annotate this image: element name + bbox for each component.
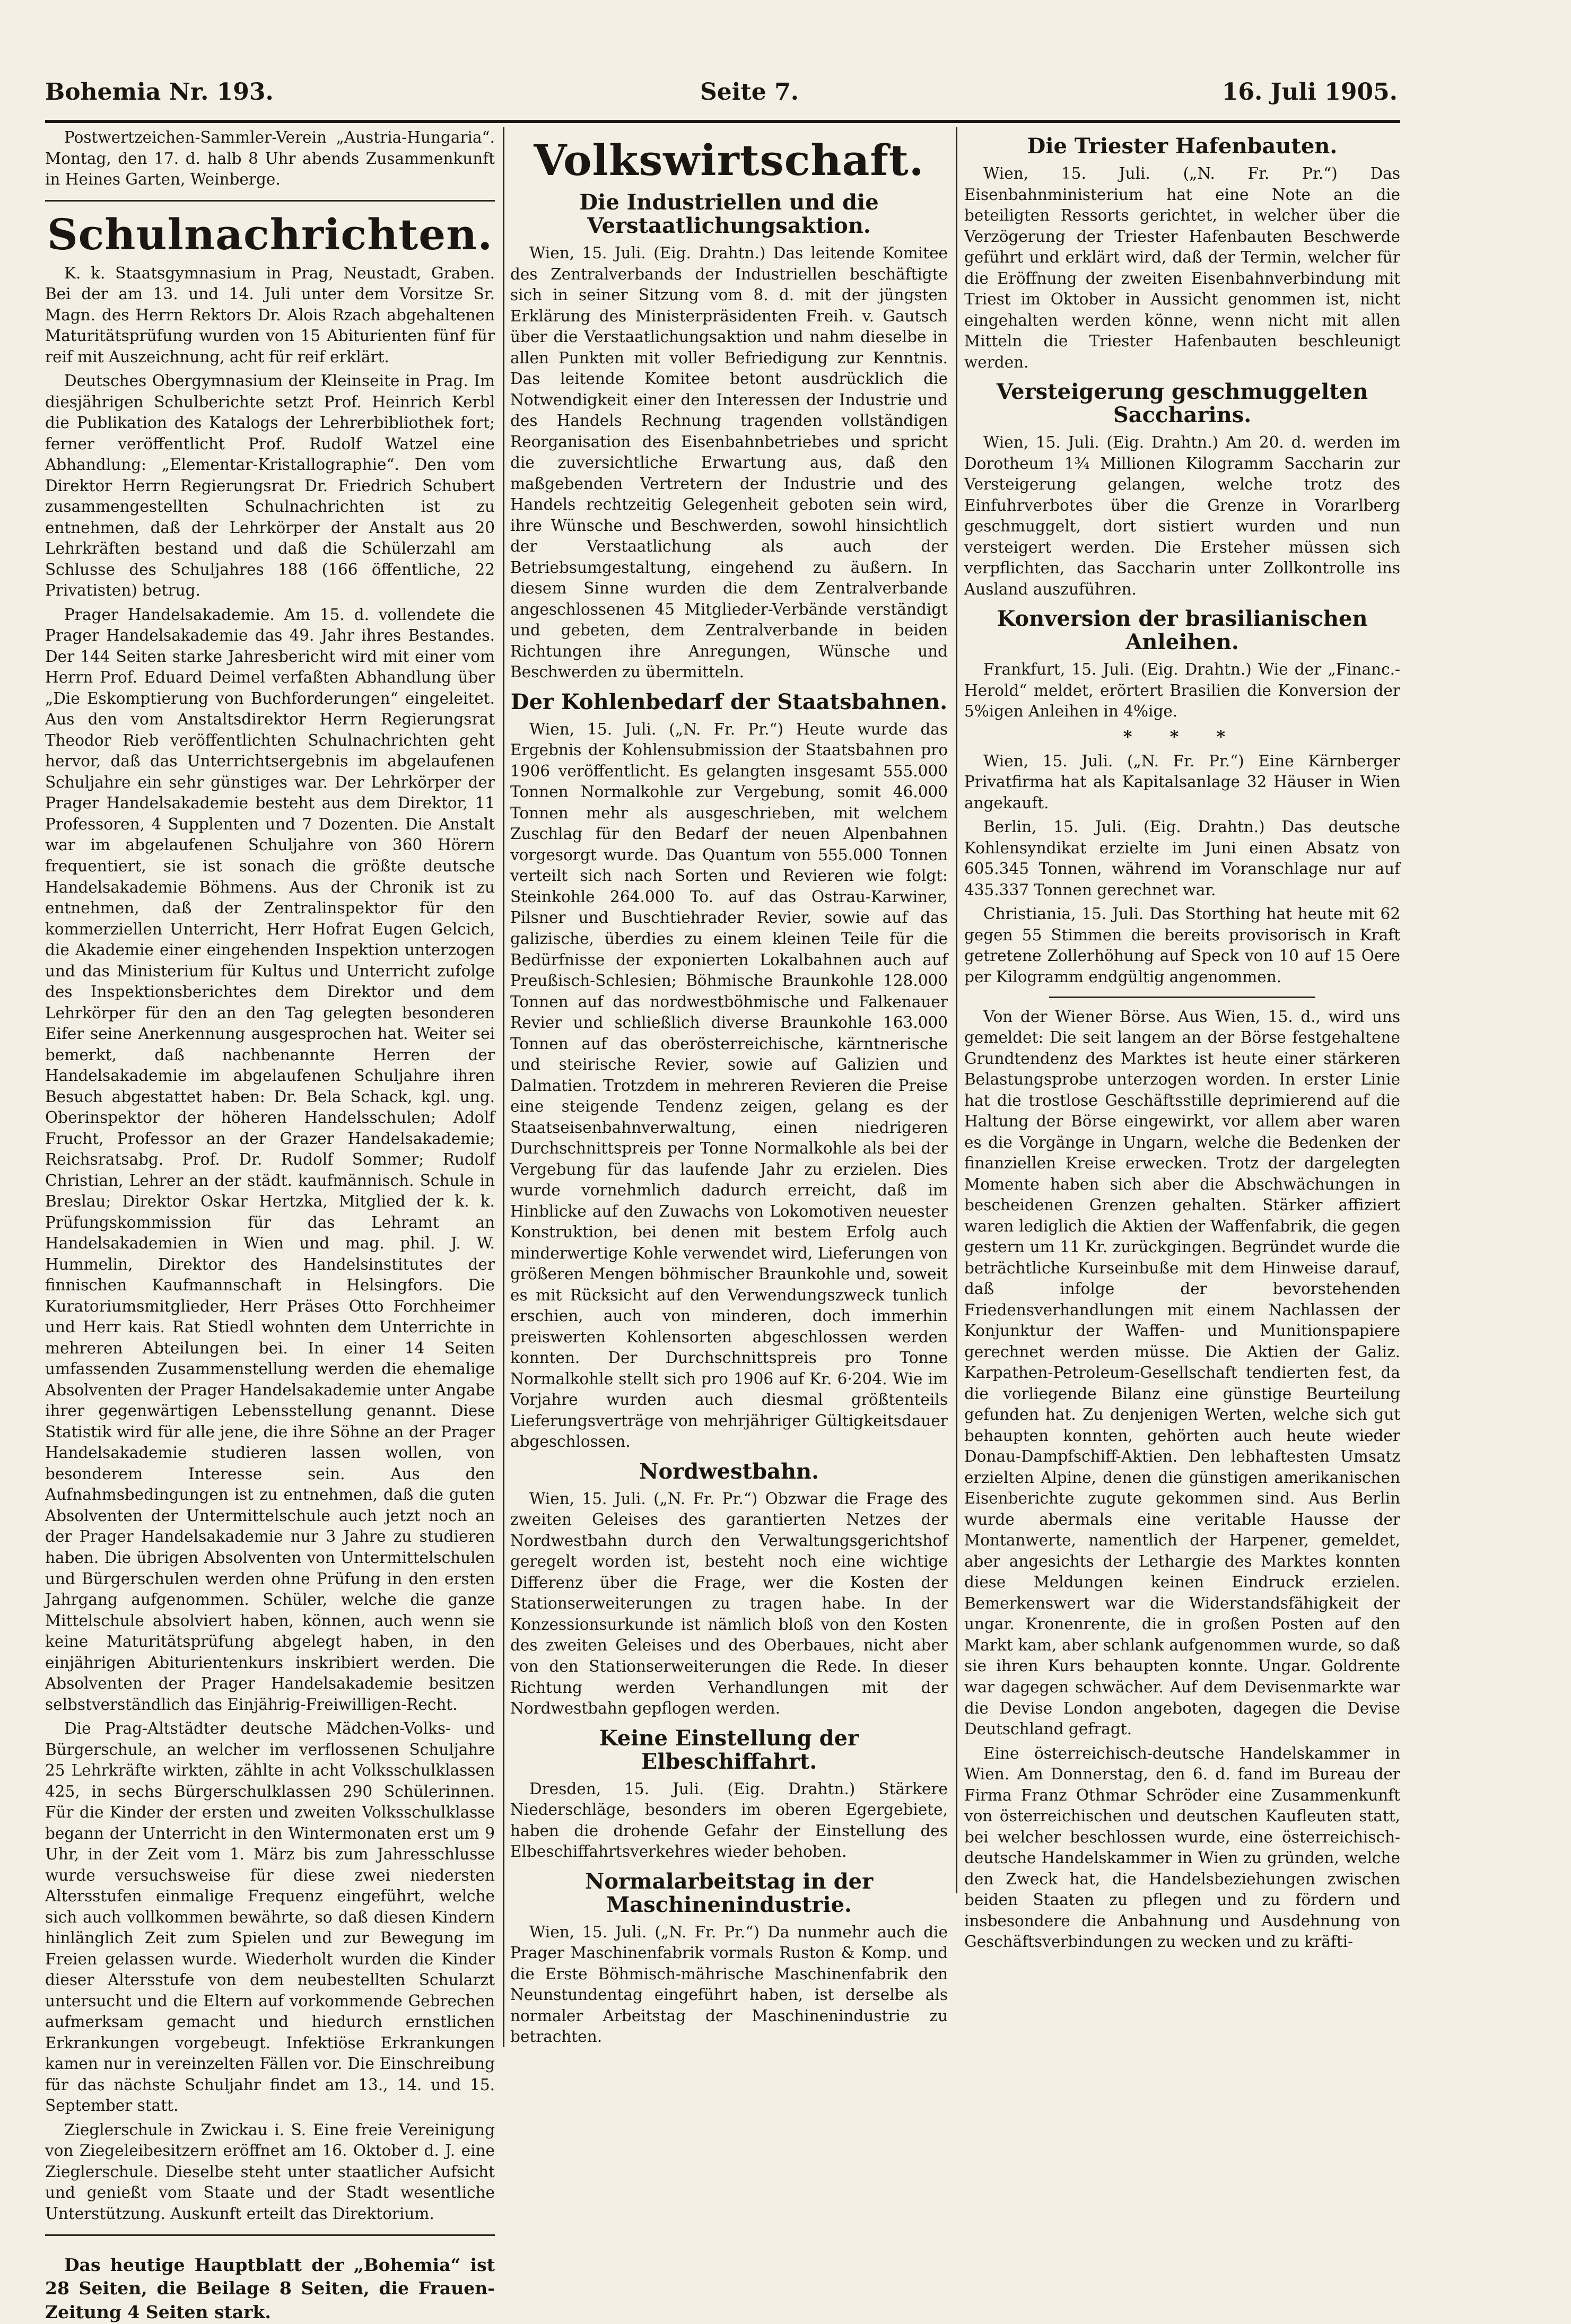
headline-kohlenbedarf: Der Kohlenbedarf der Staatsbahnen. (510, 691, 948, 714)
headline-elbeschiffahrt: Keine Einstellung der Elbeschiffahrt. (510, 1727, 948, 1773)
column-2 (510, 127, 948, 2037)
headline-industrielle: Die Industriellen und die Verstaatlichungsaktion. (510, 191, 948, 238)
article-kohlensyndikat: Berlin, 15. Juli. (Eig. Drahtn.) Das deutsche Kohlensyndikat erzielte im Juni einen Absatz von 605.345 Tonnen, während im Voranschlage nur auf 435.337 Tonnen gerechnet war. (964, 817, 1400, 901)
column-1 (45, 127, 495, 2047)
page-number: Seite 7. (700, 78, 799, 106)
article-storthing: Christiania, 15. Juli. Das Storthing hat heute mit 62 gegen 55 Stimmen die bereits provisorisch in Kraft getretene Zollerhöhung auf Speck von 10 auf 15 Oere per Kilogramm endgültig angenommen. (964, 904, 1400, 988)
article-konversion: Frankfurt, 15. Juli. (Eig. Drahtn.) Wie der „Financ.-Herold“ meldet, erörtert Brasilien die Konversion der 5%igen Anleihen in 4%ige. (964, 659, 1400, 722)
headline-triester-hafen: Die Triester Hafenbauten. (964, 135, 1400, 158)
article-handelskammer: Eine österreichisch-deutsche Handelskammer in Wien. Am Donnerstag, den 6. d. fand im Bureau der Firma Franz Othmar Schröder eine Zusammenkunft von österreichischen und deutschen Kaufleuten statt, bei welcher beschlossen wurde, eine österreichisch-deutsche Handelskammer in Wien zu gründen, welche den Zweck hat, die Handelsbeziehungen zwischen beiden Staaten zu pflegen und zu fördern und insbesondere die Anbahnung und Ausdehnung von Geschäftsverbindungen zu wecken und zu kräfti- (964, 1743, 1400, 1953)
separator (45, 2234, 495, 2236)
masthead-issue: Bohemia Nr. 193. (45, 78, 274, 106)
column-3 (964, 127, 1400, 2037)
article-saccharin: Wien, 15. Juli. (Eig. Drahtn.) Am 20. d. werden im Dorotheum 1¾ Millionen Kilogramm Saccharin zur Versteigerung gelangen, welche trotz des Einfuhrverbotes über die Grenze in Vorarlberg geschmuggelt, dort sistiert wurden und nun versteigert werden. Die Ersteher müssen sich verpflichten, das Saccharin unter Zollkontrolle ins Ausland auszuführen. (964, 432, 1400, 600)
edition-note: Das heutige Hauptblatt der „Bohemia“ ist 28 Seiten, die Beilage 8 Seiten, die Frauen-Zeitung 4 Seiten stark. (45, 2253, 495, 2324)
article-triester-hafen: Wien, 15. Juli. („N. Fr. Pr.“) Das Eisenbahnministerium hat eine Note an die beteiligten Ressorts gerichtet, in welcher über die Verzögerung der Triester Hafenbauten Beschwerde geführt und erklärt wird, daß der Termin, welcher für die Eröffnung der zweiten Eisenbahnverbindung mit Triest im Oktober in Aussicht genommen ist, nicht eingehalten werden könne, wenn nicht mit allen Mitteln die Triester Hafenbauten beschleunigt werden. (964, 163, 1400, 373)
article-elbeschiffahrt: Dresden, 15. Juli. (Eig. Drahtn.) Stärkere Niederschläge, besonders im oberen Egergebiete, haben die drohende Gefahr der Einstellung des Elbeschiffahrtsverkehres wieder behoben. (510, 1779, 948, 1863)
issue-date: 16. Juli 1905. (1222, 78, 1398, 106)
headline-konversion: Konversion der brasilianischen Anleihen. (964, 607, 1400, 654)
article-nordwestbahn: Wien, 15. Juli. („N. Fr. Pr.“) Obzwar die Frage des zweiten Geleises des garantierten Netzes der Nordwestbahn durch den Verwaltungsgerichtshof geregelt worden ist, besteht noch eine wichtige Differenz über die Frage, wer die Kosten der Stationserweiterungen zu tragen habe. In der Konzessionsurkunde ist nämlich bloß von den Kosten des zweiten Geleises und des Oberbaues, nicht aber von den Stationserweiterungen die Rede. In dieser Richtung werden Verhandlungen mit der Nordwestbahn gepflogen werden. (510, 1489, 948, 1719)
separator (1049, 997, 1315, 998)
article-staatsgymnasium: K. k. Staatsgymnasium in Prag, Neustadt, Graben. Bei der am 13. und 14. Juli unter dem Vorsitze Sr. Magn. des Herrn Rektors Dr. Alois Rzach abgehaltenen Maturitätsprüfung wurden von 15 Abiturienten fünf für reif mit Auszeichnung, acht für reif erklärt. (45, 263, 495, 368)
page-header (45, 78, 1398, 116)
asterism: * * * (964, 727, 1400, 747)
article-obergymnasium: Deutsches Obergymnasium der Kleinseite in Prag. Im diesjährigen Schulberichte setzt Prof. Heinrich Kerbl die Publikation des Katalogs der Lehrerbibliothek fort; ferner veröffentlicht Prof. Rudolf Watzel eine Abhandlung: „Elementar-Kristallographie“. Den vom Direktor Herrn Regierungsrat Dr. Friedrich Schubert zusammengestellten Schulnachrichten ist zu entnehmen, daß der Lehrkörper der Anstalt aus 20 Lehrkräften bestand und daß die Schülerzahl am Schlusse des Schuljahres 188 (166 öffentliche, 22 Privatisten) betrug. (45, 371, 495, 601)
article-industrielle: Wien, 15. Juli. (Eig. Drahtn.) Das leitende Komitee des Zentralverbands der Industriellen beschäftigte sich in seiner Sitzung vom 8. d. mit der jüngsten Erklärung des Ministerpräsidenten Freih. v. Gautsch über die Verstaatlichungsaktion und nahm dieselbe in allen Punkten mit voller Befriedigung zur Kenntnis. Das leitende Komitee betont ausdrücklich die Notwendigkeit einer den Interessen der Industrie und des Handels Rechnung tragenden vollständigen Reorganisation des Eisenbahnbetriebes und spricht die zuversichtliche Erwartung aus, daß den maßgebenden Vertretern der Industrie und des Handels rechtzeitig Gelegenheit geboten sein wird, ihre Wünsche und Beschwerden, sowohl hinsichtlich der Verstaatlichung als auch der Betriebsumgestaltung, eingehend zu äußern. In diesem Sinne wurden die dem Zentralverbande angeschlossenen 45 Mitglieder-Verbände verständigt und gebeten, dem Zentralverbande in beiden Richtungen ihre Anregungen, Wünsche und Beschwerden zu übermitteln. (510, 243, 948, 683)
article-zieglerschule: Zieglerschule in Zwickau i. S. Eine freie Vereinigung von Ziegeleibesitzern eröffnet am 16. Oktober d. J. eine Zieglerschule. Dieselbe steht unter staatlicher Aufsicht und genießt vom Staate und der Stadt wesentliche Unterstützung. Auskunft erteilt das Direktorium. (45, 2120, 495, 2225)
column-rule-2 (956, 127, 957, 1893)
article-wiener-boerse: Von der Wiener Börse. Aus Wien, 15. d., wird uns gemeldet: Die seit langem an der Börse festgehaltene Grundtendenz des Marktes ist heute einer stärkeren Belastungsprobe unterzogen worden. In erster Linie hat die trostlose Geschäftsstille deprimierend auf die Haltung der Börse eingewirkt, vor allem aber waren es die Vorgänge in Ungarn, welche die Bedenken der finanziellen Kreise erwecken. Trotz der dargelegten Momente haben sich aber die Abschwächungen in bescheidenen Grenzen gehalten. Stärker affiziert waren lediglich die Aktien der Waffenfabrik, die gegen gestern um 11 Kr. zurückgingen. Begründet wurde die beträchtliche Kurseinbuße mit dem Hinweise darauf, daß infolge der bevorstehenden Friedensverhandlungen mit einem Nachlassen der Konjunktur der Waffen- und Munitionspapiere gerechnet werden müsse. Die Aktien der Galiz. Karpathen-Petroleum-Gesellschaft tendierten fest, da die vorliegende Bilanz eine günstige Beurteilung gefunden hat. Zu denjenigen Werten, welche sich gut behaupten konnten, gehörten auch heute wieder Donau-Dampfschiff-Aktien. Den lebhaftesten Umsatz erzielten Alpine, denen die günstigen amerikanischen Eisenberichte zugute gekommen sind. Aus Berlin wurde abermals eine veritable Hausse der Montanwerte, namentlich der Harpener, gemeldet, aber angesichts der Lethargie des Marktes konnten diese Meldungen keinen Eindruck erzielen. Bemerkenswert war die Widerstandsfähigkeit der ungar. Kronenrente, die in großen Posten auf den Markt kam, aber schlank aufgenommen wurde, so daß sie ihren Kurs behaupten konnte. Ungar. Goldrente war dagegen schwächer. Auf dem Devisenmarkte war die Devise London angeboten, dagegen die Devise Deutschland gefragt. (964, 1007, 1400, 1740)
column-rule-1 (503, 127, 504, 2047)
section-title-economy: Volkswirtschaft. (510, 137, 948, 184)
notice-stamp-club: Postwertzeichen-Sammler-Verein „Austria-Hungaria“. Montag, den 17. d. halb 8 Uhr abends Zusammenkunft in Heines Garten, Weinberge. (45, 127, 495, 190)
article-haeuserkauf: Wien, 15. Juli. („N. Fr. Pr.“) Eine Kärnberger Privatfirma hat als Kapitalsanlage 32 Häuser in Wien angekauft. (964, 751, 1400, 814)
header-rule (45, 120, 1400, 123)
article-handelsakademie: Prager Handelsakademie. Am 15. d. vollendete die Prager Handelsakademie das 49. Jahr ihres Bestandes. Der 144 Seiten starke Jahresbericht wird mit einer vom Herrn Prof. Eduard Deimel verfaßten Abhandlung über „Die Eskomptierung von Buchforderungen“ eingeleitet. Aus den vom Anstaltsdirektor Herrn Regierungsrat Theodor Rieb veröffentlichten Schulnachrichten geht hervor, daß das Unterrichtsergebnis im abgelaufenen Schuljahre ein sehr günstiges war. Der Lehrkörper der Prager Handelsakademie besteht aus dem Direktor, 11 Professoren, 4 Supplenten und 7 Dozenten. Die Anstalt war im abgelaufenen Schuljahre von 360 Hörern frequentiert, sie ist sonach die größte deutsche Handelsakademie Böhmens. Aus der Chronik ist zu entnehmen, daß der Zentralinspektor für den kommerziellen Unterricht, Herr Hofrat Eugen Gelcich, die Akademie einer eingehenden Inspektion unterzogen und das Ministerium für Kultus und Unterricht zufolge des Inspektionsberichtes dem Direktor und dem Lehrkörper für den an den Tag gelegten besonderen Eifer seine Anerkennung ausgesprochen hat. Weiter sei bemerkt, daß nachbenannte Herren der Handelsakademie im abgelaufenen Schuljahre ihren Besuch abgestattet haben: Dr. Bela Schack, kgl. ung. Oberinspektor der höheren Handelsschulen; Adolf Frucht, Professor an der Grazer Handelsakademie; Reichsratsabg. Prof. Dr. Rudolf Sommer; Rudolf Christian, Lehrer an der städt. kaufmännisch. Schule in Breslau; Direktor Oskar Hertzka, Mitglied der k. k. Prüfungskommission für das Lehramt an Handelsakademien in Wien und mag. phil. J. W. Hummelin, Direktor des Handelsinstitutes der finnischen Kaufmannschaft in Helsingfors. Die Kuratoriumsmitglieder, Herr Präses Otto Forchheimer und Herr kais. Rat Stiedl wohnten dem Unterrichte in mehreren Abteilungen bei. In einer 14 Seiten umfassenden Zusammenstellung werden die ehemalige Absolventen der Prager Handelsakademie unter Angabe ihrer gegenwärtigen Lebensstellung genannt. Diese Statistik wird für alle jene, die ihre Söhne an der Prager Handelsakademie studieren lassen wollen, von besonderem Interesse sein. Aus den Aufnahmsbedingungen ist zu entnehmen, daß die guten Absolventen der Untermittelschule auch jetzt noch an der Prager Handelsakademie nur 3 Jahre zu studieren haben. Die übrigen Absolventen von Untermittelschulen und Bürgerschulen werden ohne Prüfung in den ersten Jahrgang aufgenommen. Schüler, welche die ganze Mittelschule absolviert haben, können, auch wenn sie keine Maturitätsprüfung abgelegt haben, in den einjährigen Abiturientenkurs inskribiert werden. Die Absolventen der Prager Handelsakademie besitzen selbstverständlich das Einjährig-Freiwilligen-Recht. (45, 605, 495, 1715)
section-title-school-news: Schulnachrichten. (45, 211, 495, 258)
article-kohlenbedarf: Wien, 15. Juli. („N. Fr. Pr.“) Heute wurde das Ergebnis der Kohlensubmission der Staatsbahnen pro 1906 veröffentlicht. Es gelangten insgesamt 555.000 Tonnen Normalkohle zur Vergebung, somit 46.000 Tonnen mehr als ausgeschrieben, mit welchem Zuschlag für den Bedarf der neuen Alpenbahnen vorgesorgt wurde. Das Quantum von 555.000 Tonnen verteilt sich nach Sorten und Revieren wie folgt: Steinkohle 264.000 To. auf das Ostrau-Karwiner, Pilsner und Buschtiehrader Revier, sowie auf das galizische, überdies zu einem kleinen Teile für die Bedürfnisse der exponierten Lokalbahnen auch auf Preußisch-Schlesien; Böhmische Braunkohle 128.000 Tonnen auf das nordwestböhmische und Falkenauer Revier und schließlich diverse Braunkohle 163.000 Tonnen auf das oberösterreichische, kärntnerische und steirische Revier, sowie auf Galizien und Dalmatien. Trotzdem in mehreren Revieren die Preise eine steigende Tendenz zeigen, gelang es der Staatseisenbahnverwaltung, einen niedrigeren Durchschnittspreis per Tonne Normalkohle als bei der Vergebung für das laufende Jahr zu erzielen. Dies wurde vornehmlich dadurch erreicht, daß im Hinblicke auf den Zuwachs von Lokomotiven neuester Konstruktion, bei denen mit bestem Erfolg auch minderwertige Kohle verwendet wird, Lieferungen von größeren Mengen böhmischer Braunkohle und, soweit es mit Rücksicht auf den Verwendungszweck tunlich erschien, auch von minderen, doch immerhin preiswerten Kohlensorten abgeschlossen werden konnten. Der Durchschnittspreis pro Tonne Normalkohle stellt sich pro 1906 auf Kr. 6·204. Wie im Vorjahre wurden auch diesmal größtenteils Lieferungsverträge von mehrjähriger Gültigkeitsdauer abgeschlossen. (510, 719, 948, 1453)
article-maedchenschule: Die Prag-Altstädter deutsche Mädchen-Volks- und Bürgerschule, an welcher im verflossenen Schuljahre 25 Lehrkräfte wirkten, zählte in acht Volksschulklassen 425, in sechs Bürgerschulklassen 290 Schülerinnen. Für die Kinder der ersten und zweiten Volksschulklasse begann der Unterricht in den Wintermonaten erst um 9 Uhr, in der Zeit vom 1. März bis zum Jahresschlusse wurde versuchsweise für diese zwei niedersten Altersstufen einmalige Frequenz eingeführt, welche sich auch vollkommen bewährte, so daß diesen Kindern hinlänglich Zeit zum Spielen und zur Bewegung im Freien gelassen wurde. Wiederholt wurden die Kinder dieser Altersstufe von dem neubestellten Schularzt untersucht und die Eltern auf vorkommende Gebrechen aufmerksam gemacht und hiedurch ernstlichen Erkrankungen vorgebeugt. Infektiöse Erkrankungen kamen nur in vereinzelten Fällen vor. Die Einschreibung für das nächste Schuljahr findet am 13., 14. und 15. September statt. (45, 1718, 495, 2117)
article-normalarbeitstag: Wien, 15. Juli. („N. Fr. Pr.“) Da nunmehr auch die Prager Maschinenfabrik vormals Ruston & Komp. und die Erste Böhmisch-mährische Maschinenfabrik den Neunstundentag eingeführt haben, ist derselbe als normaler Arbeitstag der Maschinenindustrie zu betrachten. (510, 1922, 948, 2048)
separator (45, 200, 495, 202)
headline-saccharin: Versteigerung geschmuggelten Saccharins. (964, 380, 1400, 427)
headline-nordwestbahn: Nordwestbahn. (510, 1460, 948, 1483)
headline-normalarbeitstag: Normalarbeitstag in der Maschinenindustrie. (510, 1870, 948, 1917)
